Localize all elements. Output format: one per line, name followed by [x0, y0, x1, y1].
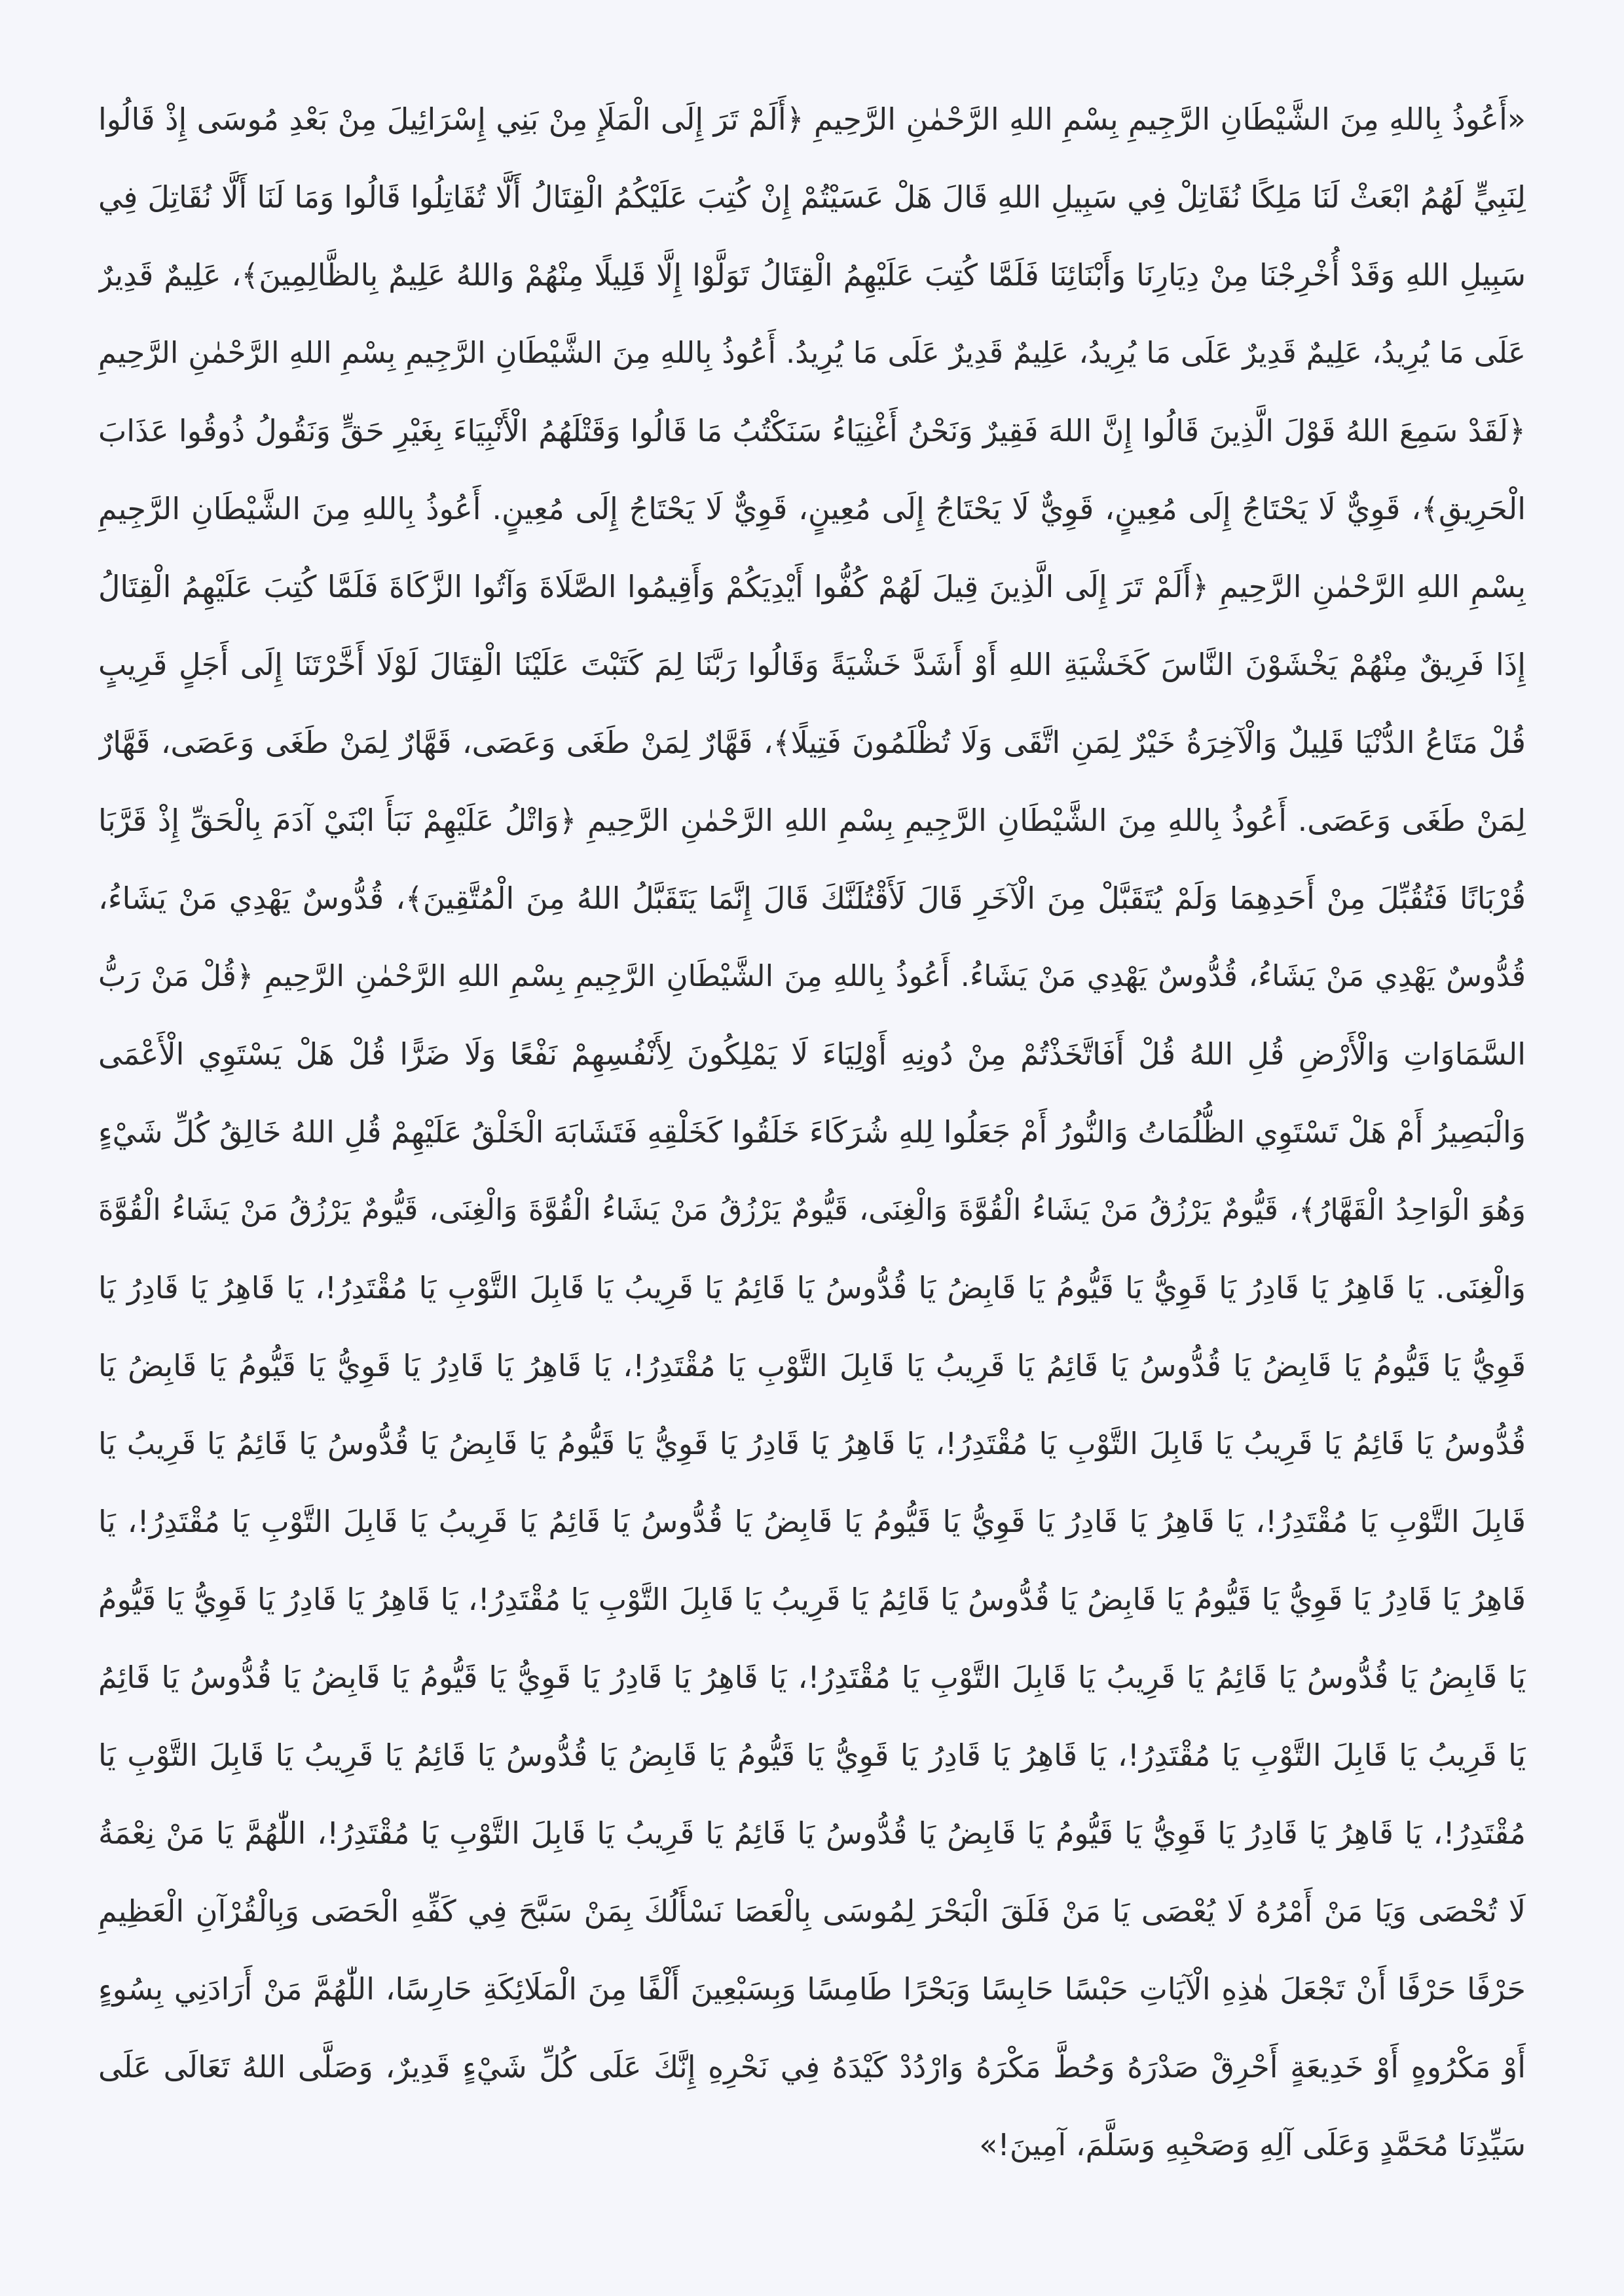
text-line-27: سَيِّدِنَا مُحَمَّدٍ وَعَلَى آلِهِ وَصَحْبِهِ وَسَلَّمَ، آمِينَ!»	[979, 2127, 1526, 2162]
text-line-15: وَهُوَ الْوَاحِدُ الْقَهَّارُ﴾، قَيُّومٌ يَرْزُقُ مَنْ يَشَاءُ الْقُوَّةَ وَالْغِنَى، قَيُّومٌ يَرْزُقُ مَنْ يَشَاءُ الْقُوَّةَ وَالْغِنَى، قَيُّومٌ يَرْزُقُ مَنْ يَشَاءُ الْقُوَّةَ	[98, 1192, 1526, 1227]
arabic-text-body	[98, 84, 1526, 2187]
text-line-22: يَا قَرِيبُ يَا قَابِلَ التَّوْبِ يَا مُقْتَدِرُ!، يَا قَاهِرُ يَا قَادِرُ يَا قَوِيُّ يَا قَيُّومُ يَا قَابِضُ يَا قُدُّوسُ يَا قَائِمُ يَا قَرِيبُ يَا قَابِلَ التَّوْبِ يَا	[98, 1738, 1526, 1773]
text-line-24: لَا تُحْصَى وَيَا مَنْ أَمْرُهُ لَا يُعْصَى يَا مَنْ فَلَقَ الْبَحْرَ لِمُوسَى بِالْعَصَا نَسْأَلُكَ بِمَنْ سَبَّحَ فِي كَفِّهِ الْحَصَى وَبِالْقُرْآنِ الْعَظِيمِ	[98, 1893, 1526, 1929]
text-line-25: حَرْفًا حَرْفًا أَنْ تَجْعَلَ هٰذِهِ الْآيَاتِ حَبْسًا حَابِسًا وَبَحْرًا طَامِسًا وَبِسَبْعِينَ أَلْفًا مِنَ الْمَلَائِكَةِ حَارِسًا، اللّٰهُمَّ مَنْ أَرَادَنِي بِسُوءٍ	[98, 1971, 1526, 2007]
text-line-10: لِمَنْ طَغَى وَعَصَى. أَعُوذُ بِاللهِ مِنَ الشَّيْطَانِ الرَّجِيمِ بِسْمِ اللهِ الرَّحْمٰنِ الرَّحِيمِ ﴿وَاتْلُ عَلَيْهِمْ نَبَأَ ابْنَيْ آدَمَ بِالْحَقِّ إِذْ قَرَّبَا	[98, 803, 1526, 838]
text-line-12: قُدُّوسٌ يَهْدِي مَنْ يَشَاءُ، قُدُّوسٌ يَهْدِي مَنْ يَشَاءُ. أَعُوذُ بِاللهِ مِنَ الشَّيْطَانِ الرَّجِيمِ بِسْمِ اللهِ الرَّحْمٰنِ الرَّحِيمِ ﴿قُلْ مَنْ رَبُّ	[98, 958, 1526, 993]
text-line-21: يَا قَابِضُ يَا قُدُّوسُ يَا قَائِمُ يَا قَرِيبُ يَا قَابِلَ التَّوْبِ يَا مُقْتَدِرُ!، يَا قَاهِرُ يَا قَادِرُ يَا قَوِيُّ يَا قَيُّومُ يَا قَابِضُ يَا قُدُّوسُ يَا قَائِمُ	[98, 1660, 1526, 1695]
text-line-23: مُقْتَدِرُ!، يَا قَاهِرُ يَا قَادِرُ يَا قَوِيُّ يَا قَيُّومُ يَا قَابِضُ يَا قُدُّوسُ يَا قَائِمُ يَا قَرِيبُ يَا قَابِلَ التَّوْبِ يَا مُقْتَدِرُ!، اللّٰهُمَّ يَا مَنْ نِعْمَةُ	[98, 1815, 1526, 1851]
text-line-11: قُرْبَانًا فَتُقُبِّلَ مِنْ أَحَدِهِمَا وَلَمْ يُتَقَبَّلْ مِنَ الْآخَرِ قَالَ لَأَقْتُلَنَّكَ قَالَ إِنَّمَا يَتَقَبَّلُ اللهُ مِنَ الْمُتَّقِينَ﴾، قُدُّوسٌ يَهْدِي مَنْ يَشَاءُ،	[98, 881, 1526, 916]
text-line-19: قَابِلَ التَّوْبِ يَا مُقْتَدِرُ!، يَا قَاهِرُ يَا قَادِرُ يَا قَوِيُّ يَا قَيُّومُ يَا قَابِضُ يَا قُدُّوسُ يَا قَائِمُ يَا قَرِيبُ يَا قَابِلَ التَّوْبِ يَا مُقْتَدِرُ!، يَا	[98, 1504, 1526, 1539]
text-line-26: أَوْ مَكْرُوهٍ أَوْ خَدِيعَةٍ أَحْرِقْ صَدْرَهُ وَحُطَّ مَكْرَهُ وَارْدُدْ كَيْدَهُ فِي نَحْرِهِ إِنَّكَ عَلَى كُلِّ شَيْءٍ قَدِيرٌ، وَصَلَّى اللهُ تَعَالَى عَلَى	[98, 2049, 1526, 2085]
text-line-6: الْحَرِيقِ﴾، قَوِيٌّ لَا يَحْتَاجُ إِلَى مُعِينٍ، قَوِيٌّ لَا يَحْتَاجُ إِلَى مُعِينٍ، قَوِيٌّ لَا يَحْتَاجُ إِلَى مُعِينٍ. أَعُوذُ بِاللهِ مِنَ الشَّيْطَانِ الرَّجِيمِ	[98, 491, 1526, 526]
text-line-3: سَبِيلِ اللهِ وَقَدْ أُخْرِجْنَا مِنْ دِيَارِنَا وَأَبْنَائِنَا فَلَمَّا كُتِبَ عَلَيْهِمُ الْقِتَالُ تَوَلَّوْا إِلَّا قَلِيلًا مِنْهُمْ وَاللهُ عَلِيمٌ بِالظَّالِمِينَ﴾، عَلِيمٌ قَدِيرٌ	[98, 257, 1526, 293]
text-line-8: إِذَا فَرِيقٌ مِنْهُمْ يَخْشَوْنَ النَّاسَ كَخَشْيَةِ اللهِ أَوْ أَشَدَّ خَشْيَةً وَقَالُوا رَبَّنَا لِمَ كَتَبْتَ عَلَيْنَا الْقِتَالَ لَوْلَا أَخَّرْتَنَا إِلَى أَجَلٍ قَرِيبٍ	[98, 647, 1526, 682]
text-line-18: قُدُّوسُ يَا قَائِمُ يَا قَرِيبُ يَا قَابِلَ التَّوْبِ يَا مُقْتَدِرُ!، يَا قَاهِرُ يَا قَادِرُ يَا قَوِيُّ يَا قَيُّومُ يَا قَابِضُ يَا قُدُّوسُ يَا قَائِمُ يَا قَرِيبُ يَا	[98, 1426, 1526, 1461]
text-line-17: قَوِيُّ يَا قَيُّومُ يَا قَابِضُ يَا قُدُّوسُ يَا قَائِمُ يَا قَرِيبُ يَا قَابِلَ التَّوْبِ يَا مُقْتَدِرُ!، يَا قَاهِرُ يَا قَادِرُ يَا قَوِيُّ يَا قَيُّومُ يَا قَابِضُ يَا	[98, 1348, 1526, 1383]
text-line-16: وَالْغِنَى. يَا قَاهِرُ يَا قَادِرُ يَا قَوِيُّ يَا قَيُّومُ يَا قَابِضُ يَا قُدُّوسُ يَا قَائِمُ يَا قَرِيبُ يَا قَابِلَ التَّوْبِ يَا مُقْتَدِرُ!، يَا قَاهِرُ يَا قَادِرُ يَا	[98, 1270, 1526, 1305]
text-line-1: «أَعُوذُ بِاللهِ مِنَ الشَّيْطَانِ الرَّجِيمِ بِسْمِ اللهِ الرَّحْمٰنِ الرَّحِيمِ ﴿أَلَمْ تَرَ إِلَى الْمَلَإِ مِنْ بَنِي إِسْرَائِيلَ مِنْ بَعْدِ مُوسَى إِذْ قَالُوا	[98, 101, 1526, 137]
text-line-9: قُلْ مَتَاعُ الدُّنْيَا قَلِيلٌ وَالْآخِرَةُ خَيْرٌ لِمَنِ اتَّقَى وَلَا تُظْلَمُونَ فَتِيلًا﴾، قَهَّارٌ لِمَنْ طَغَى وَعَصَى، قَهَّارٌ لِمَنْ طَغَى وَعَصَى، قَهَّارٌ	[98, 725, 1526, 760]
text-line-20: قَاهِرُ يَا قَادِرُ يَا قَوِيُّ يَا قَيُّومُ يَا قَابِضُ يَا قُدُّوسُ يَا قَائِمُ يَا قَرِيبُ يَا قَابِلَ التَّوْبِ يَا مُقْتَدِرُ!، يَا قَاهِرُ يَا قَادِرُ يَا قَوِيُّ يَا قَيُّومُ	[98, 1582, 1526, 1617]
text-line-2: لِنَبِيٍّ لَهُمُ ابْعَثْ لَنَا مَلِكًا نُقَاتِلْ فِي سَبِيلِ اللهِ قَالَ هَلْ عَسَيْتُمْ إِنْ كُتِبَ عَلَيْكُمُ الْقِتَالُ أَلَّا تُقَاتِلُوا قَالُوا وَمَا لَنَا أَلَّا نُقَاتِلَ فِي	[98, 179, 1526, 215]
text-line-4: عَلَى مَا يُرِيدُ، عَلِيمٌ قَدِيرٌ عَلَى مَا يُرِيدُ، عَلِيمٌ قَدِيرٌ عَلَى مَا يُرِيدُ. أَعُوذُ بِاللهِ مِنَ الشَّيْطَانِ الرَّجِيمِ بِسْمِ اللهِ الرَّحْمٰنِ الرَّحِيمِ	[98, 335, 1526, 370]
text-line-5: ﴿لَقَدْ سَمِعَ اللهُ قَوْلَ الَّذِينَ قَالُوا إِنَّ اللهَ فَقِيرٌ وَنَحْنُ أَغْنِيَاءُ سَنَكْتُبُ مَا قَالُوا وَقَتْلَهُمُ الْأَنْبِيَاءَ بِغَيْرِ حَقٍّ وَنَقُولُ ذُوقُوا عَذَابَ	[98, 413, 1526, 448]
text-line-7: بِسْمِ اللهِ الرَّحْمٰنِ الرَّحِيمِ ﴿أَلَمْ تَرَ إِلَى الَّذِينَ قِيلَ لَهُمْ كُفُّوا أَيْدِيَكُمْ وَأَقِيمُوا الصَّلَاةَ وَآتُوا الزَّكَاةَ فَلَمَّا كُتِبَ عَلَيْهِمُ الْقِتَالُ	[98, 569, 1526, 604]
text-line-13: السَّمَاوَاتِ وَالْأَرْضِ قُلِ اللهُ قُلْ أَفَاتَّخَذْتُمْ مِنْ دُونِهِ أَوْلِيَاءَ لَا يَمْلِكُونَ لِأَنْفُسِهِمْ نَفْعًا وَلَا ضَرًّا قُلْ هَلْ يَسْتَوِي الْأَعْمَى	[98, 1036, 1526, 1072]
text-line-14: وَالْبَصِيرُ أَمْ هَلْ تَسْتَوِي الظُّلُمَاتُ وَالنُّورُ أَمْ جَعَلُوا لِلهِ شُرَكَاءَ خَلَقُوا كَخَلْقِهِ فَتَشَابَهَ الْخَلْقُ عَلَيْهِمْ قُلِ اللهُ خَالِقُ كُلِّ شَيْءٍ	[98, 1114, 1526, 1150]
